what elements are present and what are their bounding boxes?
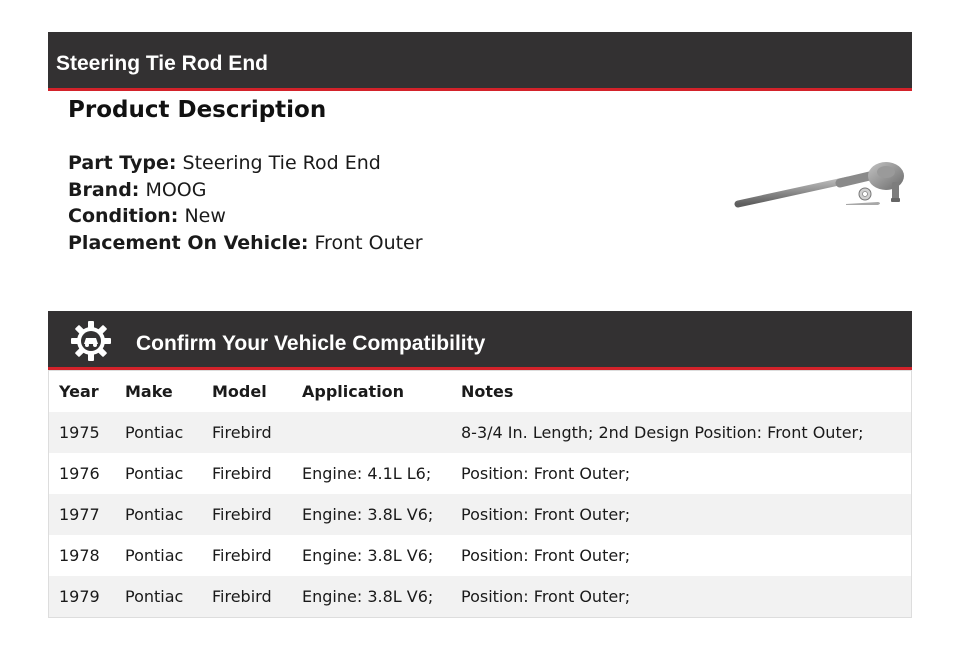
- page-title: Steering Tie Rod End: [56, 52, 268, 75]
- cell-application: Engine: 3.8L V6;: [292, 535, 451, 576]
- column-header-model: Model: [202, 371, 292, 413]
- cell-model: Firebird: [202, 453, 292, 494]
- cell-notes: 8-3/4 In. Length; 2nd Design Position: Front Outer;: [451, 412, 912, 453]
- cell-model: Firebird: [202, 576, 292, 618]
- spec-row-placement: [68, 230, 423, 257]
- cell-notes: Position: Front Outer;: [451, 535, 912, 576]
- cell-year: 1979: [49, 576, 116, 618]
- cell-model: Firebird: [202, 535, 292, 576]
- cell-model: Firebird: [202, 494, 292, 535]
- cell-application: [292, 412, 451, 453]
- table-row: [49, 576, 912, 618]
- column-header-application: Application: [292, 371, 451, 413]
- spec-list: [68, 150, 423, 256]
- cell-make: Pontiac: [115, 453, 202, 494]
- spec-row-brand: [68, 177, 423, 204]
- table-row: [49, 535, 912, 576]
- compatibility-bar: [48, 311, 912, 370]
- spec-label: Brand:: [68, 178, 140, 201]
- table-header-row: [49, 371, 912, 413]
- title-bar: [48, 32, 912, 91]
- cell-year: 1977: [49, 494, 116, 535]
- cell-year: 1978: [49, 535, 116, 576]
- cell-notes: Position: Front Outer;: [451, 494, 912, 535]
- spec-value: MOOG: [145, 178, 207, 201]
- table-row: [49, 412, 912, 453]
- tie-rod-product-image: [728, 152, 910, 216]
- spec-row-part-type: [68, 150, 423, 177]
- cell-application: Engine: 3.8L V6;: [292, 494, 451, 535]
- cell-year: 1976: [49, 453, 116, 494]
- cell-make: Pontiac: [115, 576, 202, 618]
- spec-label: Condition:: [68, 205, 179, 227]
- gear-car-icon: [70, 320, 112, 362]
- compatibility-title: Confirm Your Vehicle Compatibility: [136, 332, 486, 355]
- cell-year: 1975: [49, 412, 116, 453]
- cell-application: Engine: 4.1L L6;: [292, 453, 451, 494]
- compatibility-table: [48, 370, 912, 618]
- cell-application: Engine: 3.8L V6;: [292, 576, 451, 618]
- table-row: [49, 453, 912, 494]
- cell-make: Pontiac: [115, 412, 202, 453]
- spec-label: Part Type:: [68, 152, 177, 174]
- spec-row-condition: [68, 203, 423, 230]
- column-header-notes: Notes: [451, 371, 912, 413]
- spec-value: New: [184, 205, 226, 227]
- cell-make: Pontiac: [115, 535, 202, 576]
- column-header-make: Make: [115, 371, 202, 413]
- cell-notes: Position: Front Outer;: [451, 576, 912, 618]
- cell-model: Firebird: [202, 412, 292, 453]
- column-header-year: Year: [49, 371, 116, 413]
- spec-label: Placement On Vehicle:: [68, 231, 309, 254]
- cell-make: Pontiac: [115, 494, 202, 535]
- spec-value: Front Outer: [314, 231, 423, 254]
- cell-notes: Position: Front Outer;: [451, 453, 912, 494]
- table-row: [49, 494, 912, 535]
- product-description-heading: Product Description: [68, 97, 327, 123]
- spec-value: Steering Tie Rod End: [182, 152, 381, 174]
